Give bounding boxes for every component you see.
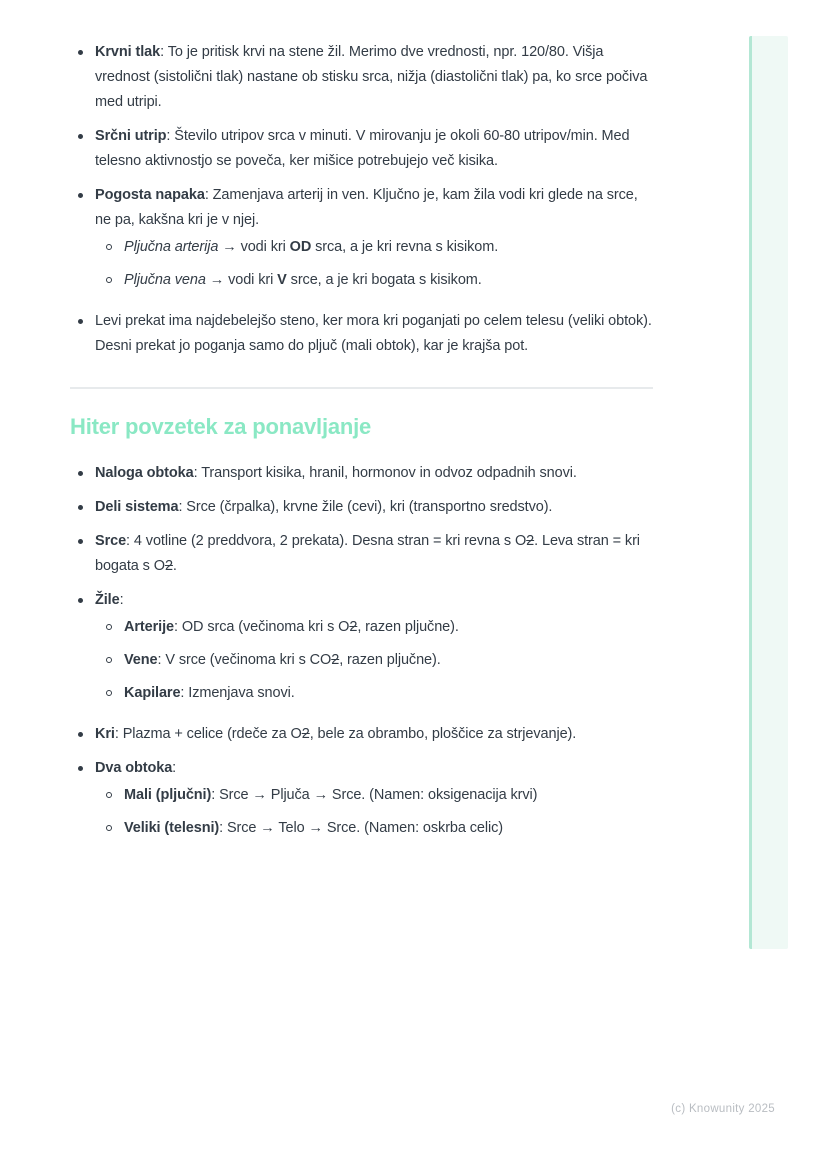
sub-list-item [97,816,653,841]
list-item [70,461,653,486]
list-item-text: Srčni utrip: Število utripov srca v minuti. V mirovanju je okoli 60-80 utripov/min. Med telesno aktivnostjo se poveča, ker mišice potrebujejo več kisika. [95,128,630,169]
circle-bullet-icon [106,244,112,250]
sub-list-item [97,681,653,706]
circle-bullet-icon [106,792,112,798]
list-item-text: Pljučna arterija → vodi kri OD srca, a je kri revna s kisikom. [124,239,499,255]
list-item-text: Mali (pljučni): Srce → Pljuča → Srce. (Namen: oksigenacija krvi) [124,786,538,803]
bullet-icon [78,193,83,198]
circle-bullet-icon [106,624,112,630]
list-item-text: Arterije: OD srca (večinoma kri s O2, razen pljučne). [124,618,459,635]
accent-bar [749,36,788,949]
list-item [70,529,653,579]
list-item-text: Srce: 4 votline (2 preddvora, 2 prekata). Desna stran = kri revna s O2. Leva stran = kri bogata s O2. [95,532,640,574]
circle-bullet-icon [106,690,112,696]
summary-list [70,461,653,841]
list-item-text: Pljučna vena → vodi kri V srce, a je kri bogata s kisikom. [124,272,482,288]
bullet-icon [78,50,83,55]
section-heading: Hiter povzetek za ponavljanje [70,413,372,439]
list-item [70,40,653,115]
bullet-icon [78,766,83,771]
document-body [70,40,653,841]
bullet-icon [78,539,83,544]
list-item [70,183,653,233]
list-item [70,756,653,781]
sub-list-item [97,783,653,808]
circle-bullet-icon [106,277,112,283]
list-item-text: Veliki (telesni): Srce → Telo → Srce. (Namen: oskrba celic) [124,819,504,836]
list-item [70,588,653,613]
list-item-text: Deli sistema: Srce (črpalka), krvne žile (cevi), kri (transportno sredstvo). [95,498,553,515]
sub-list-item [97,268,653,293]
list-item-text: Pogosta napaka: Zamenjava arterij in ven. Ključno je, kam žila vodi kri glede na srce, ne pa, kakšna kri je v njej. [95,187,638,228]
list-item [70,124,653,174]
list-item-text: Dva obtoka: [95,759,177,776]
sub-list-item [97,235,653,260]
list-item-text: Levi prekat ima najdebelejšo steno, ker mora kri poganjati po celem telesu (veliki obtok). Desni prekat jo poganja samo do pljuč (mali obtok), kar je krajša pot. [95,313,652,354]
list-item-text: Krvni tlak: To je pritisk krvi na stene žil. Merimo dve vrednosti, npr. 120/80. Višja vrednost (sistolični tlak) nastane ob stisku srca, nižja (diastolični tlak) pa, ko srce počiva med utripi. [95,44,648,110]
copyright-text: (c) Knowunity 2025 [671,1103,775,1115]
bullet-icon [78,598,83,603]
bullet-icon [78,505,83,510]
bullet-icon [78,471,83,476]
section-divider [70,387,653,389]
list-item-text: Naloga obtoka: Transport kisika, hranil, hormonov in odvoz odpadnih snovi. [95,464,577,481]
sub-list-item [97,615,653,640]
notes-list [70,40,653,359]
bullet-icon [78,319,83,324]
list-item [70,722,653,747]
bullet-icon [78,134,83,139]
circle-bullet-icon [106,657,112,663]
list-item-text: Kapilare: Izmenjava snovi. [124,684,295,701]
list-item-text: Vene: V srce (večinoma kri s CO2, razen pljučne). [124,651,441,668]
list-item-text: Žile: [95,591,124,608]
bullet-icon [78,732,83,737]
sub-list-item [97,648,653,673]
list-item [70,495,653,520]
circle-bullet-icon [106,825,112,831]
list-item-text: Kri: Plazma + celice (rdeče za O2, bele za obrambo, ploščice za strjevanje). [95,725,577,742]
list-item [70,309,653,359]
